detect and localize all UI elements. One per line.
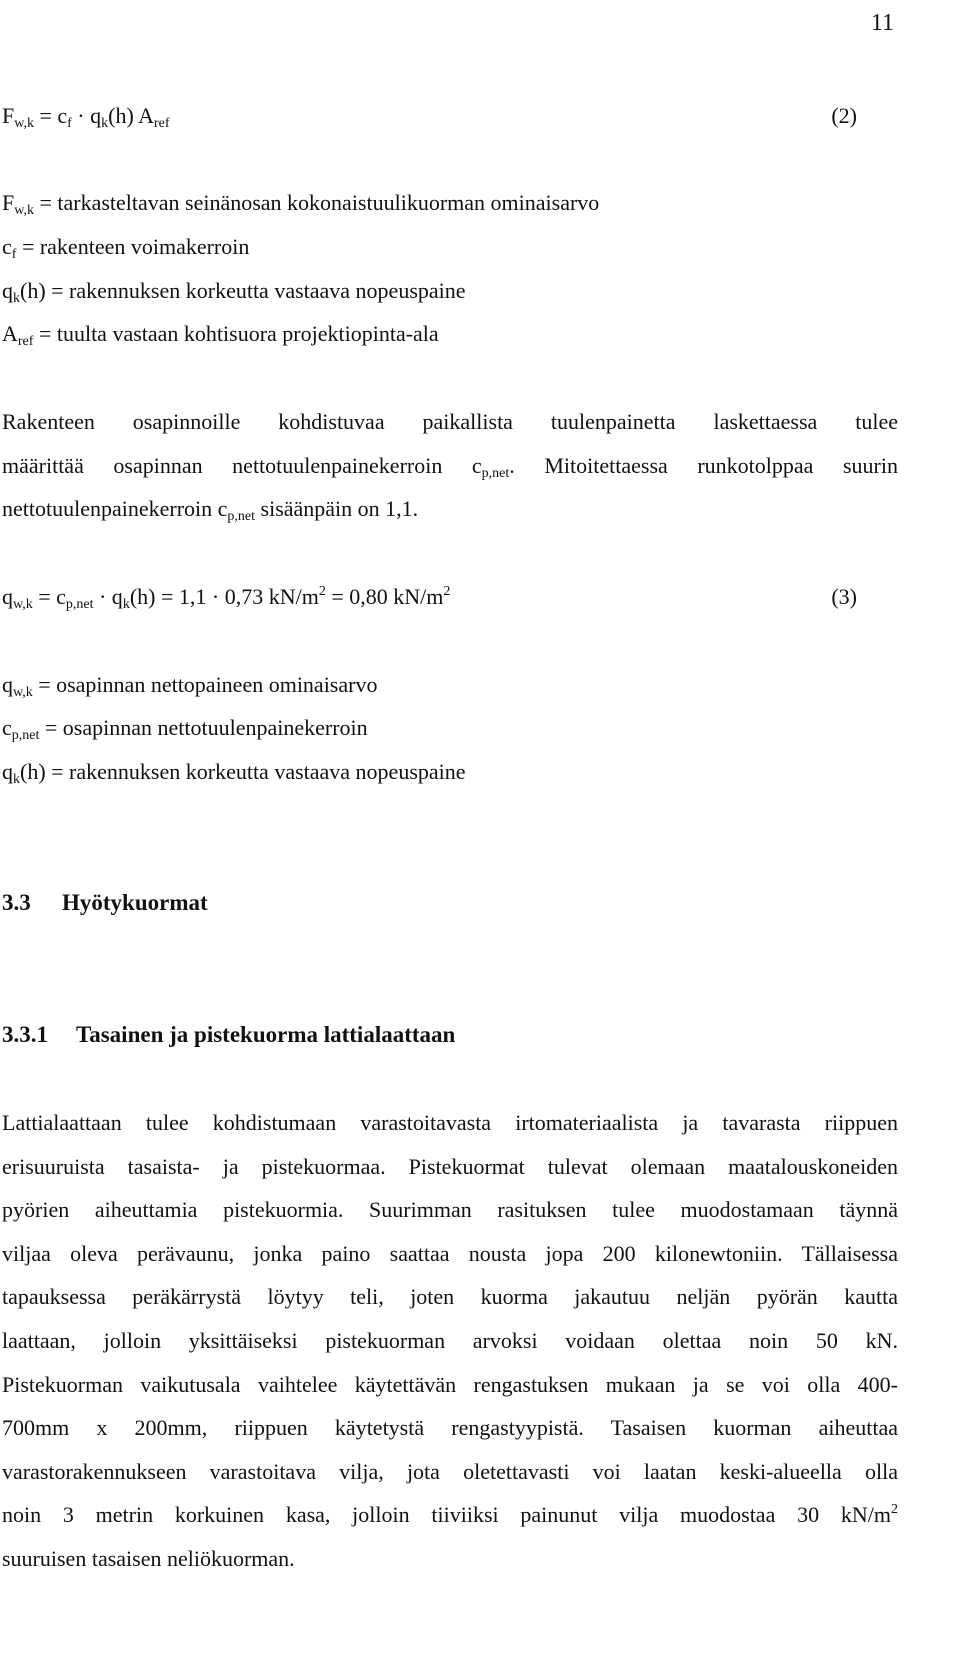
line-sup: 2 xyxy=(891,1502,898,1518)
line-sub: p,net xyxy=(481,465,510,481)
paragraph-local-wind-pressure xyxy=(2,411,898,542)
eq2-c-sub: f xyxy=(67,116,72,131)
def-symbol: c xyxy=(2,715,12,740)
eq2-a-sub: ref xyxy=(153,116,170,131)
paragraph-line: viljaa oleva perävaunu, jonka paino saattaa nousta jopa 200 kilonewtoniin. Tällaisessa xyxy=(2,1240,898,1266)
section-heading-3-3 xyxy=(2,891,208,914)
paragraph-line: laattaan, jolloin yksittäiseksi pistekuorman arvoksi voidaan olettaa noin 50 kN. xyxy=(2,1327,898,1353)
definition-qk xyxy=(2,759,466,787)
eq2-rest: (h) A xyxy=(108,103,154,128)
def-text: = tarkasteltavan seinänosan kokonaistuulikuorman ominaisarvo xyxy=(33,190,600,215)
eq3-eq: = c xyxy=(32,584,66,609)
section-title: Tasainen ja pistekuorma lattialaattaan xyxy=(76,1022,456,1047)
definition-fwk xyxy=(2,190,600,218)
equation-2 xyxy=(2,103,170,131)
eq3-c-sub: p,net xyxy=(65,597,94,612)
eq2-q-sub: k xyxy=(101,116,109,131)
equation-3-number: (3) xyxy=(831,584,857,609)
paragraph-line: tapauksessa peräkärrystä löytyy teli, joten kuorma jakautuu neljän pyörän kautta xyxy=(2,1284,898,1310)
def-symbol-sub: w,k xyxy=(14,203,34,218)
eq2-lhs-sub: w,k xyxy=(14,116,34,131)
eq3-k-sub: k xyxy=(122,597,130,612)
equation-2-number: (2) xyxy=(831,103,857,128)
eq3-sup2: 2 xyxy=(443,584,451,599)
eq2-dot: · q xyxy=(71,103,102,128)
paragraph-line: pyörien aiheuttamia pistekuormia. Suurimman rasituksen tulee muodostamaan täynnä xyxy=(2,1197,898,1223)
section-title: Hyötykuormat xyxy=(62,890,208,915)
def-text: = osapinnan nettopaineen ominaisarvo xyxy=(32,672,378,697)
paragraph-line xyxy=(2,452,898,499)
def-text: (h) = rakennuksen korkeutta vastaava nopeuspaine xyxy=(20,759,466,784)
line-text: sisäänpäin on 1,1. xyxy=(255,496,419,522)
paragraph-line: erisuuruista tasaista- ja pistekuormaa. Pistekuormat tulevat olemaan maatalouskoneiden xyxy=(2,1153,898,1179)
def-text: (h) = rakennuksen korkeutta vastaava nopeuspaine xyxy=(20,278,466,303)
def-text: = osapinnan nettotuulenpainekerroin xyxy=(39,715,368,740)
def-symbol-sub: p,net xyxy=(11,728,40,743)
section-number: 3.3.1 xyxy=(2,1022,48,1047)
paragraph-line: Lattialaattaan tulee kohdistumaan varastoitavasta irtomateriaalista ja tavarasta riippuen xyxy=(2,1110,898,1135)
def-text: = rakenteen voimakerroin xyxy=(16,234,250,259)
paragraph-line: suuruisen tasaisen neliökuorman. xyxy=(2,1545,295,1571)
page-number: 11 xyxy=(870,10,894,36)
definition-aref xyxy=(2,321,439,349)
def-symbol: F xyxy=(2,190,15,215)
definition-cf xyxy=(2,234,250,262)
section-heading-3-3-1 xyxy=(2,1023,455,1046)
eq2-eq: = c xyxy=(33,103,68,128)
line-text: nettotuulenpainekerroin c xyxy=(2,496,228,522)
eq3-mid: (h) = 1,1 · 0,73 kN/m xyxy=(129,584,319,609)
eq3-dot: · q xyxy=(93,584,123,609)
line-text: noin 3 metrin korkuinen kasa, jolloin tiiviiksi painunut vilja muodostaa 30 kN/m xyxy=(2,1502,891,1528)
line-sub: p,net xyxy=(227,509,256,525)
def-symbol: q xyxy=(2,759,13,784)
paragraph-line: Pistekuorman vaikutusala vaihtelee käytettävän rengastuksen mukaan ja se voi olla 400- xyxy=(2,1371,898,1397)
def-symbol-sub: ref xyxy=(17,334,34,349)
def-symbol-sub: k xyxy=(13,291,20,306)
paragraph-line xyxy=(2,1504,898,1548)
paragraph-line: 700mm x 200mm, riippuen käytetystä rengastyypistä. Tasaisen kuorman aiheuttaa xyxy=(2,1415,898,1441)
line-text: määrittää osapinnan nettotuulenpainekerroin c xyxy=(2,452,482,478)
eq3-q-sub: w,k xyxy=(13,597,33,612)
eq3-q: q xyxy=(2,584,13,609)
def-symbol-sub: k xyxy=(13,772,20,787)
def-symbol: q xyxy=(2,278,13,303)
eq2-lhs: F xyxy=(2,103,15,128)
def-symbol: A xyxy=(2,321,18,346)
paragraph-line: Rakenteen osapinnoille kohdistuvaa paikallista tuulenpainetta laskettaessa tulee xyxy=(2,409,898,434)
section-number: 3.3 xyxy=(2,890,31,915)
def-symbol: q xyxy=(2,672,13,697)
eq3-sup1: 2 xyxy=(318,584,326,599)
def-text: = tuulta vastaan kohtisuora projektiopinta-ala xyxy=(33,321,439,346)
def-symbol: c xyxy=(2,234,12,259)
equation-3 xyxy=(2,584,451,612)
definition-qwk xyxy=(2,672,378,700)
eq3-end: = 0,80 kN/m xyxy=(325,584,444,609)
def-symbol-sub: f xyxy=(11,247,17,262)
paragraph-floor-slab-loads xyxy=(2,1112,898,1592)
def-symbol-sub: w,k xyxy=(13,685,33,700)
line-text: . Mitoitettaessa runkotolppaa suurin xyxy=(509,452,898,478)
paragraph-line: varastorakennukseen varastoitava vilja, jota oletettavasti voi laatan keski-alueella olla xyxy=(2,1458,898,1484)
paragraph-line xyxy=(2,498,898,542)
definition-qk xyxy=(2,278,466,306)
definition-cpnet xyxy=(2,715,368,743)
